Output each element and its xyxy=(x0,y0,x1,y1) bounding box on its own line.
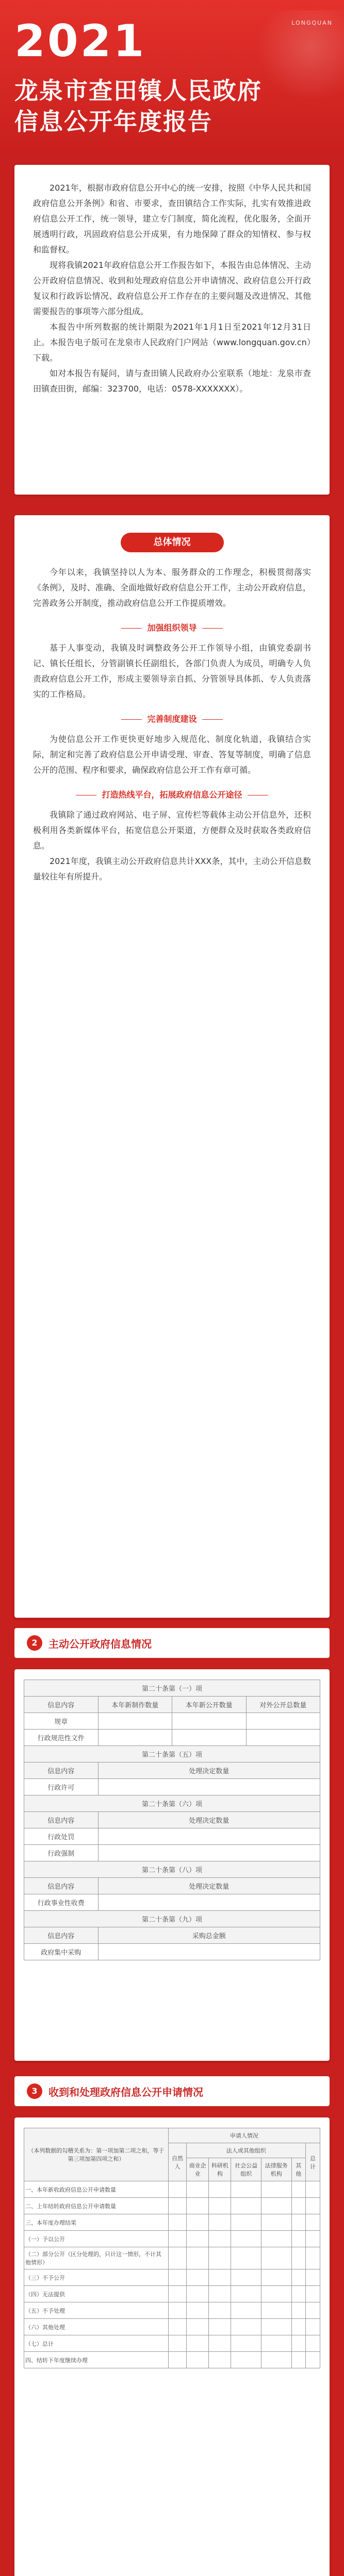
row-label: 行政处罚 xyxy=(24,1828,99,1845)
overview-card xyxy=(14,515,330,1618)
brand-mark: LONGQUAN xyxy=(291,20,333,26)
col-header: 信息内容 xyxy=(24,1878,99,1894)
table-subheader: 第二十条第（一）项 xyxy=(24,1680,320,1697)
table-subheader: 第二十条第（六）项 xyxy=(24,1795,320,1812)
col-header: 申请人情况 xyxy=(168,2128,320,2143)
row-label: 四、结转下年度继续办理 xyxy=(24,2352,169,2368)
applications-table xyxy=(24,2128,320,2368)
overview-subhead-3: 打造热线平台，拓展政府信息公开途径 xyxy=(33,788,311,800)
row-label: （三）不予公开 xyxy=(24,2269,169,2286)
proactive-disclosure-table xyxy=(24,1680,320,1960)
overview-paragraph-5: 2021年度，我镇主动公开政府信息共计XXX条，其中，主动公开信息数量较往年有所提升。 xyxy=(33,856,311,882)
row-label: 一、本年新收政府信息公开申请数量 xyxy=(24,2181,169,2198)
col-header: 自然人 xyxy=(168,2143,186,2181)
col-header: 信息内容 xyxy=(24,1812,99,1828)
intro-paragraph-2: 现将我镇2021年政府信息公开工作报告如下，本报告由总体情况、主动公开政府信息情况、收到和处理政府信息公开申请情况、政府信息公开行政复议和行政诉讼情况、政府信息公开工作存在的主要问题及改进情况、其他需要报告的事项等六部分组成。 xyxy=(33,260,311,316)
row-label: 行政许可 xyxy=(24,1779,99,1795)
table-subheader: 第二十条第（八）项 xyxy=(24,1861,320,1878)
col-header: 其他 xyxy=(291,2158,306,2181)
row-label: 行政事业性收费 xyxy=(24,1894,99,1911)
col-header: 处理决定数量 xyxy=(98,1812,320,1828)
row-label: 二、上年结转政府信息公开申请数量 xyxy=(24,2198,169,2214)
col-header: 处理决定数量 xyxy=(98,1878,320,1894)
section-2-card xyxy=(14,1669,330,2061)
report-title-line1: 龙泉市查田镇人民政府 xyxy=(14,77,262,105)
col-header: 法律服务机构 xyxy=(261,2158,292,2181)
row-label: （四）无法提供 xyxy=(24,2286,169,2302)
row-label: （五）不予处理 xyxy=(24,2302,169,2319)
section-2-number: 2 xyxy=(27,1635,42,1651)
col-header: 信息内容 xyxy=(24,1697,99,1713)
intro-paragraph-1: 2021年，根据市政府信息公开中心的统一安排，按照《中华人民共和国政府信息公开条例》和省、市要求，查田镇结合工作实际，扎实有效推进政府信息公开工作，统一领导，建立专门制度，简化流程，优化服务，全面开展透明行政，巩固政府信息公开成果，有力地保障了群众的知情权、参与权和监督权。 xyxy=(33,183,311,255)
row-label: （七）总计 xyxy=(24,2335,169,2352)
col-header: （本列数据的勾稽关系为：第一项加第二项之和，等于第三项加第四项之和） xyxy=(24,2128,169,2181)
overview-paragraph-1: 今年以来，我镇坚持以人为本、服务群众的工作理念，积极贯彻落实《条例》，及时、准确、全面地做好政府信息公开工作，主动公开政府信息，完善政务公开制度，推动政府信息公开工作提质增效。 xyxy=(33,567,311,608)
row-label: （六）其他处理 xyxy=(24,2319,169,2335)
report-title-line2: 信息公开年度报告 xyxy=(14,108,212,135)
col-header: 信息内容 xyxy=(24,1927,99,1944)
col-header: 商业企业 xyxy=(187,2158,209,2181)
row-label: 政府集中采购 xyxy=(24,1944,99,1960)
overview-paragraph-3: 为使信息公开工作更快更好地步入规范化、制度化轨道，我镇结合实际，制定和完善了政府信息公开申请受理、审查、答复等制度，明确了信息公开的范围、程序和要求，确保政府信息公开工作有章可循。 xyxy=(33,734,311,775)
col-header: 信息内容 xyxy=(24,1762,99,1779)
row-label: 三、本年度办理结果 xyxy=(24,2214,169,2231)
col-header: 科研机构 xyxy=(209,2158,231,2181)
overview-paragraph-4: 我镇除了通过政府网站、电子屏、宣传栏等载体主动公开信息外，还积极利用各类新媒体平台，拓宽信息公开渠道，方便群众及时获取各类政府信息。 xyxy=(33,810,311,851)
report-year: 2021 xyxy=(14,15,146,67)
col-header: 对外公开总数量 xyxy=(246,1697,320,1713)
col-header: 本年新制作数量 xyxy=(98,1697,172,1713)
overview-subhead-1: 加强组织领导 xyxy=(33,621,311,633)
row-label: 规章 xyxy=(24,1713,99,1730)
overview-paragraph-2: 基于人事变动，我镇及时调整政务公开工作领导小组，由镇党委副书记、镇长任组长，分管副镇长任副组长，各部门负责人为成员，明确专人负责政府信息公开工作，形成主要领导亲自抓、分管领导具体抓、专人负责落实的工作格局。 xyxy=(33,643,311,699)
section-3-title xyxy=(14,2076,330,2106)
intro-paragraph-4: 如对本报告有疑问，请与查田镇人民政府办公室联系（地址：龙泉市查田镇查田街，邮编：323700，电话：0578-XXXXXXX）。 xyxy=(33,368,311,394)
row-label: 行政强制 xyxy=(24,1845,99,1861)
section-3-card xyxy=(14,2117,330,2576)
intro-paragraph-3: 本报告中所列数据的统计期限为2021年1月1日至2021年12月31日止。本报告电子版可在龙泉市人民政府门户网站（www.longquan.gov.cn）下载。 xyxy=(33,322,311,363)
col-header: 处理决定数量 xyxy=(98,1762,320,1779)
col-header: 法人或其他组织 xyxy=(187,2143,306,2158)
section-2-title-text: 主动公开政府信息情况 xyxy=(48,1637,152,1650)
section-3-title-text: 收到和处理政府信息公开申请情况 xyxy=(48,2086,203,2098)
row-label: 行政规范性文件 xyxy=(24,1730,99,1746)
col-header: 社会公益组织 xyxy=(231,2158,261,2181)
section-3-number: 3 xyxy=(27,2083,42,2099)
section-2-title xyxy=(14,1628,330,1658)
col-header: 本年新公开数量 xyxy=(172,1697,247,1713)
col-header: 总计 xyxy=(306,2143,320,2181)
intro-card xyxy=(14,165,330,495)
col-header: 采购总金额 xyxy=(98,1927,320,1944)
table-subheader: 第二十条第（五）项 xyxy=(24,1746,320,1762)
row-label: （二）部分公开（区分处理的，只计这一情形，不计其他情形） xyxy=(24,2247,169,2269)
overview-pill: 总体情况 xyxy=(121,533,224,552)
report-header xyxy=(0,0,344,155)
table-subheader: 第二十条第（九）项 xyxy=(24,1911,320,1927)
row-label: （一）予以公开 xyxy=(24,2231,169,2247)
overview-subhead-2: 完善制度建设 xyxy=(33,713,311,724)
